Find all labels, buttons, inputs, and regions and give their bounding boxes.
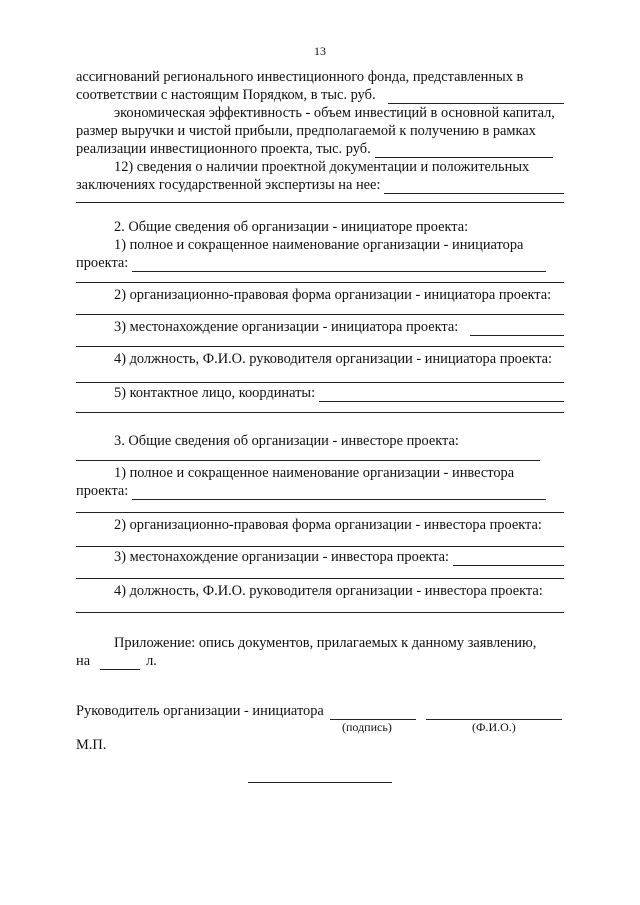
- stamp-line: [76, 736, 564, 754]
- blank-line[interactable]: [76, 460, 540, 461]
- paragraph-text: проекта:: [76, 255, 129, 271]
- signature-caption: (подпись): [342, 720, 392, 734]
- blank-line[interactable]: [76, 282, 564, 283]
- text-line: [76, 634, 564, 652]
- paragraph-text: реализации инвестиционного проекта, тыс. руб.: [76, 141, 371, 157]
- text-line: [76, 464, 564, 482]
- blank-line[interactable]: [76, 412, 564, 413]
- blank-line[interactable]: [76, 346, 564, 347]
- appendix-suffix: л.: [146, 653, 157, 669]
- text-line: [76, 652, 564, 670]
- paragraph-text: заключениях государственной экспертизы на нее:: [76, 177, 381, 193]
- paragraph-text: соответствии с настоящим Порядком, в тыс. руб.: [76, 87, 376, 103]
- blank-line[interactable]: [76, 546, 564, 547]
- full-name-field[interactable]: [426, 705, 562, 720]
- blank-field[interactable]: [453, 551, 564, 566]
- blank-field[interactable]: [388, 89, 564, 104]
- text-line: [76, 516, 564, 534]
- paragraph-text: 4) должность, Ф.И.О. руководителя организации - инвестора проекта:: [114, 583, 543, 599]
- text-line: [76, 350, 564, 368]
- text-line: [76, 86, 564, 104]
- blank-field[interactable]: [319, 387, 564, 402]
- paragraph-text: 3) местонахождение организации - инвестора проекта:: [114, 549, 450, 565]
- text-line: [76, 254, 564, 272]
- paragraph-text: экономическая эффективность - объем инвестиций в основной капитал,: [114, 105, 555, 121]
- paragraph-text: размер выручки и чистой прибыли, предполагаемой к получению в рамках: [76, 123, 536, 139]
- section-heading-text: 3. Общие сведения об организации - инвесторе проекта:: [114, 433, 459, 449]
- text-line: [76, 158, 564, 176]
- stamp-label: М.П.: [76, 737, 107, 753]
- text-line: [76, 140, 564, 158]
- blank-line[interactable]: [76, 512, 564, 513]
- paragraph-text: 5) контактное лицо, координаты:: [114, 385, 316, 401]
- text-line: [76, 104, 564, 122]
- paragraph-text: 2) организационно-правовая форма организации - инвестора проекта:: [114, 517, 542, 533]
- paragraph-text: 3) местонахождение организации - инициатора проекта:: [114, 319, 459, 335]
- blank-line[interactable]: [76, 202, 564, 203]
- text-line: [76, 582, 564, 600]
- text-line: [76, 384, 564, 402]
- text-line: [76, 236, 564, 254]
- text-line: [76, 482, 564, 500]
- blank-line[interactable]: [76, 578, 564, 579]
- appendix-prefix: на: [76, 653, 91, 669]
- paragraph-text: проекта:: [76, 483, 129, 499]
- blank-line[interactable]: [76, 314, 564, 315]
- blank-field[interactable]: [384, 179, 564, 194]
- signature-line: [76, 702, 564, 720]
- blank-field[interactable]: [132, 485, 546, 500]
- text-line: [76, 122, 564, 140]
- paragraph-text: 12) сведения о наличии проектной документации и положительных: [114, 159, 530, 175]
- paragraph-text: 2) организационно-правовая форма организации - инициатора проекта:: [114, 287, 552, 303]
- page-number: 13: [314, 44, 326, 58]
- end-divider: [248, 782, 392, 783]
- paragraph-text: 1) полное и сокращенное наименование организации - инициатора: [114, 237, 524, 253]
- appendix-text: Приложение: опись документов, прилагаемых к данному заявлению,: [114, 635, 537, 651]
- signature-field[interactable]: [330, 705, 416, 720]
- section-heading-text: 2. Общие сведения об организации - инициаторе проекта:: [114, 219, 469, 235]
- text-line: [76, 548, 564, 566]
- section-heading: [76, 432, 564, 450]
- paragraph-text: 1) полное и сокращенное наименование организации - инвестора: [114, 465, 515, 481]
- section-heading: [76, 218, 564, 236]
- text-line: [76, 68, 564, 86]
- text-line: [76, 176, 564, 194]
- blank-field[interactable]: [470, 321, 564, 336]
- sheet-count-field[interactable]: [100, 655, 140, 670]
- full-name-caption: (Ф.И.О.): [472, 720, 516, 734]
- blank-line[interactable]: [76, 612, 564, 613]
- blank-field[interactable]: [132, 257, 546, 272]
- text-line: [76, 318, 564, 336]
- blank-field[interactable]: [375, 143, 553, 158]
- signature-label: Руководитель организации - инициатора: [76, 703, 324, 719]
- paragraph-text: 4) должность, Ф.И.О. руководителя организации - инициатора проекта:: [114, 351, 553, 367]
- text-line: [76, 286, 564, 304]
- blank-line[interactable]: [76, 382, 564, 383]
- paragraph-text: ассигнований регионального инвестиционного фонда, представленных в: [76, 69, 524, 85]
